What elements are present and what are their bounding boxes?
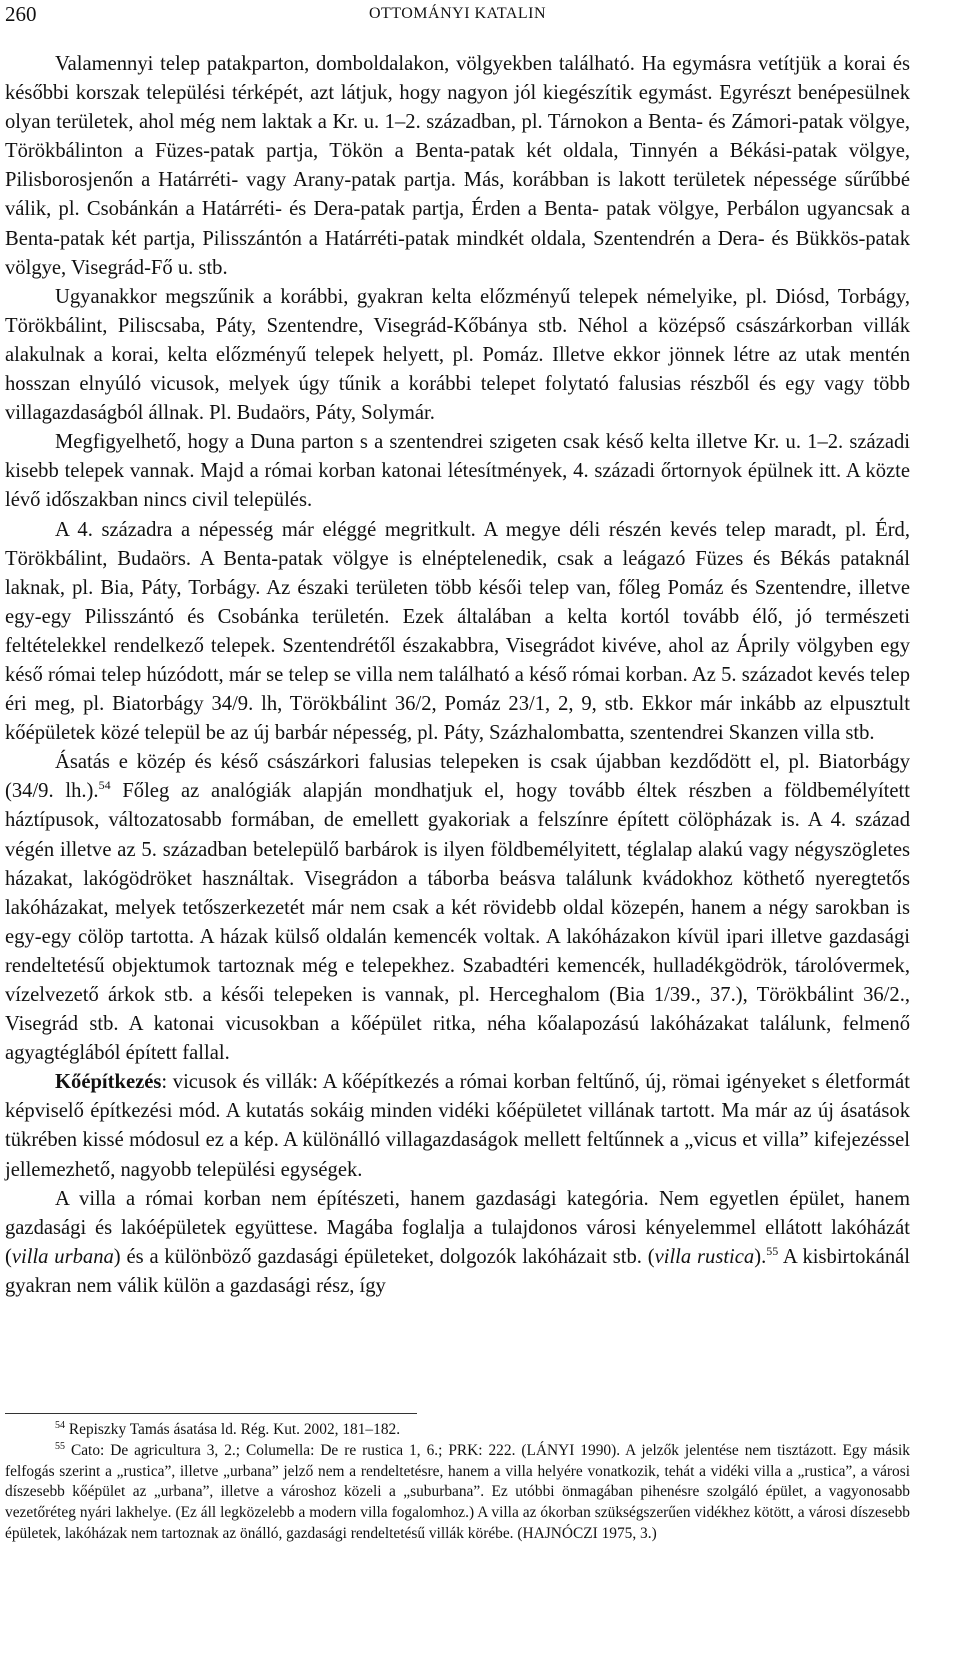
footnote-55-number: 55 [55, 1440, 65, 1452]
paragraph-settlements: Valamennyi telep patakparton, domboldalakon, völgyekben található. Ha egymásra vetítjük a korai és későbbi korszak települési térképét, azt látjuk, hogy nagyon jól kiegészítik egymást. Egyrészt benépesülnek olyan területek, ahol még nem laktak a Kr. u. 1–2. században, pl. Tárnokon a Benta- és Zámori-patak völgye, Törökbálinton a Füzes-patak partja, Tökön a Benta-patak két oldala, Tinnyén a Békási-patak völgye, Pilisborosjenőn a Határréti- vagy Arany-patak partja. Más, korábban is lakott területek népessége sűrűbbé válik, pl. Csobánkán a Határréti- és Dera-patak partja, Érden a Benta- patak völgye, Perbálon ugyancsak a Benta-patak két partja, Pilisszántón a Határréti-patak mindkét oldala, Szentendrén a Dera- és Bükkös-patak völgye, Visegrád-Fő u. stb. [5, 53, 910, 279]
footnote-55 [5, 1441, 910, 1545]
paragraph-abandonment: Ugyanakkor megszűnik a korábbi, gyakran kelta előzményű telepek némelyike, pl. Diósd, Torbágy, Törökbálint, Piliscsaba, Páty, Szentendre, Visegrád-Kőbánya stb. Néhol a középső császárkorban villák alakulnak a korai, kelta előzményű telepek helyett, pl. Pomáz. Illetve ekkor jönnek létre az utak mentén hosszan elnyúló vicusok, melyek úgy tűnik a korábbi telepet folytató falusias részből és egy vagy több villagazdaságból állnak. Pl. Budaörs, Páty, Solymár. [5, 285, 910, 425]
paragraph-stone-building [5, 1068, 910, 1184]
excavation-text-b: Főleg az analógiák alapján mondhatjuk el, hogy tovább éltek részben a földbemélyített háztípusok, változatosabb formában, de emellett gyakoriak a felszínre épített cölöpházak is. A 4. század végén illetve az 5. században betelepülő barbárok is ilyen földbemélyitett, téglalap alakú vagy négyszögletes házakat, lakógödröket használtak. Visegrádon a táborba beásva találunk kvádokhoz köthető nyeregtetős lakóházakat, melyek tetőszerkezetét már nem csak a két rövidebb oldal közepén, hanem a négy sarokban is egy-egy cölöp tartotta. A házak külső oldalán kemencék voltak. A lakóházakon kívül ipari illetve gazdasági rendeltetésű objektumok tartoznak még e telepekhez. Szabadtéri kemencék, hulladékgödrök, tárolóvermek, vízelvezető árkok stb. a késői telepeken is vannak, pl. Herceghalom (Bia 1/39., 37.), Törökbálint 36/2., Visegrád stb. A katonai vicusokban a kőépület ritka, néha kőalapozású lakóházakat találunk, felmenő agyagtéglából épített fallal. [5, 780, 910, 1065]
villa-text-a: A villa a római korban nem építészeti, hanem gazdasági kategória. Nem egyetlen épület, hanem gazdasági és lakóépületek együttese. Magába foglalja a tulajdonos városi kényelemmel ellátott lakóházát ( [5, 1187, 910, 1268]
footnote-54-text: Repiszky Tamás ásatása ld. Rég. Kut. 2002, 181–182. [68, 1421, 401, 1438]
stone-building-text: : vicusok és villák: A kőépítkezés a római korban feltűnő, új, römai igényeket s életformát képviselő építkezési mód. A kutatás sokáig minden vidéki kőépületet villának tartott. Ma már az új ásatások tükrében kissé módosul ez a kép. A különálló villagazdaságok mellett feltűnnek a „vicus et villa” kifejezéssel jellemezhető, nagyobb települési egységek. [5, 1071, 910, 1181]
page-number: 260 [5, 2, 37, 26]
section-heading-kőépítkezés: Kőépítkezés [55, 1071, 162, 1094]
body-text [5, 50, 910, 1301]
footnote-54 [5, 1420, 910, 1441]
footnotes [5, 1420, 910, 1545]
page-header [5, 2, 910, 32]
paragraph-danube: Megfigyelhető, hogy a Duna parton s a szentendrei szigeten csak késő kelta illetve Kr. u. 1–2. századi kisebb telepek vannak. Majd a római korban katonai létesítmények, 4. századi őrtornyok épülnek itt. A közte lévő időszakban nincs civil település. [5, 431, 910, 512]
footnote-ref-55[interactable]: 55 [766, 1243, 779, 1258]
villa-text-c: ). [754, 1245, 767, 1268]
excavation-text-a: Ásatás e közép és késő császárkori falusias telepeken is csak újabban kezdődött el, pl. Biatorbágy (34/9. lh.). [5, 751, 910, 803]
paragraph-excavation [5, 748, 910, 1068]
footnote-54-number: 54 [55, 1419, 65, 1431]
running-head: OTTOMÁNYI KATALIN [368, 5, 547, 22]
footnote-divider [5, 1413, 417, 1414]
term-villa-urbana: villa urbana [11, 1245, 114, 1268]
paragraph-fourth-century: A 4. századra a népesség már eléggé megritkult. A megye déli részén kevés telep maradt, pl. Érd, Törökbálint, Budaörs. A Benta-patak völgye is elnéptelenedik, csak a leágazó Füzes és Békás pataknál laknak, pl. Bia, Páty, Torbágy. Az északi területen több késői telep van, főleg Pomáz és Szentendre, illetve egy-egy Pilisszántó és Csobánka területén. Ezek általában a kelta kortól tovább élő, jó természeti feltételekkel rendelkező telepek. Szentendrétől északabbra, Visegrádot kivéve, ahol az Áprily völgyben egy késő római telep húzódott, már se telep se villa nem található a késő római korban. Az 5. századot kevés telep éri meg, pl. Biatorbágy 34/9. lh, Törökbálint 36/2, Pomáz 23/1, 2, 9, stb. Ekkor már inkább az elpusztult kőépületek közé települ be az új barbár népesség, pl. Páty, Százhalombatta, szentendrei Skanzen villa stb. [5, 518, 910, 745]
villa-text-d: A kisbirtokánál gyakran nem válik külön a gazdasági rész, így [5, 1245, 911, 1297]
villa-text-b: ) és a különböző gazdasági épületeket, dolgozók lakóházait stb. ( [113, 1245, 655, 1268]
footnote-ref-54[interactable]: 54 [98, 778, 111, 793]
paragraph-villa [5, 1185, 910, 1301]
footnote-55-text: Cato: De agricultura 3, 2.; Columella: De re rustica 1, 6.; PRK: 222. (LÁNYI 1990). A jelzők jelentése nem tisztázott. Egy másik felfogás szerint a „rustica”, illetve „urbana” jelző nem a rendeltetésre, hanem a villa helyére vonatkozik, tehát a vidéki villa a „rustica”, a városi díszesebb kőépület az „urbana”, illetve a városhoz közeli a „suburbana”. Ez utóbbi önmagában pihenésre szolgáló épület, a vagyonosabb vezetőréteg nyári lakhelye. (Ez áll legközelebb a modern villa fogalomhoz.) A villa az ókorban szükségszerűen vidékhez kötött, a városi díszesebb épületek, lakóházak nem tartoznak az önálló, gazdasági rendeltetésű villák körébe. (HAJNÓCZI 1975, 3.) [5, 1441, 910, 1542]
term-villa-rustica: villa rustica [654, 1245, 755, 1268]
